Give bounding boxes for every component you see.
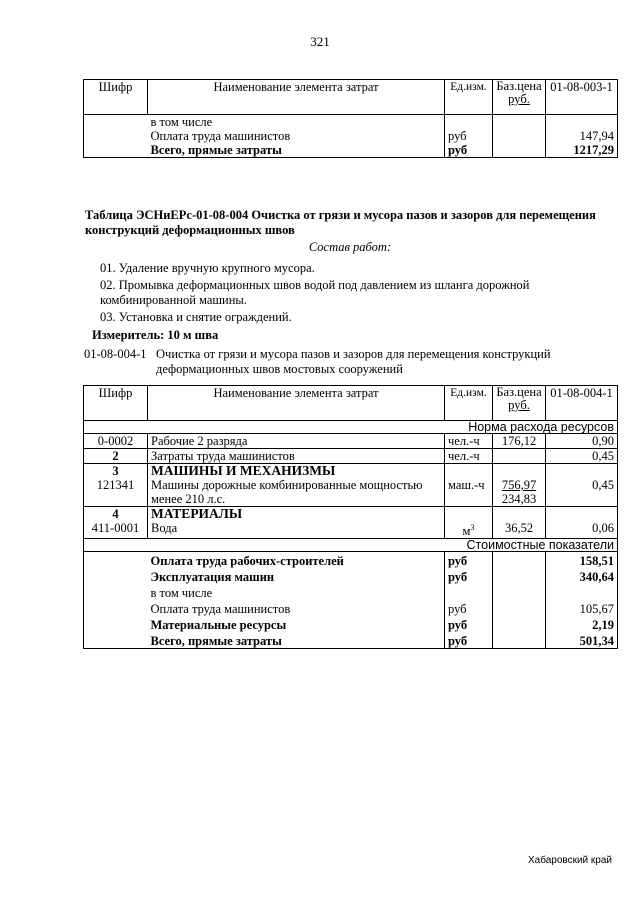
table-row: Всего, прямые затраты руб 1217,29 [84, 143, 618, 158]
work-item: комбинированной машины. [100, 293, 247, 307]
table-row: 121341 Машины дорожные комбинированные мощностью менее 210 л.с. маш.-ч 756,97 234,83 0,45 [84, 478, 618, 507]
table-row: Оплата труда машинистов руб 147,94 [84, 129, 618, 143]
section-title-line2: конструкций деформационных швов [85, 223, 295, 237]
page-number: 321 [310, 34, 330, 49]
header-base-price: Баз.цена руб. [493, 80, 546, 115]
table-header-row [84, 386, 618, 421]
table-row: Оплата труда машинистов руб 105,67 [84, 600, 618, 616]
composition-title: Состав работ: [308, 240, 392, 254]
resource-norm-label-row: Норма расхода ресурсов [84, 421, 618, 434]
table-row: 2 Затраты труда машинистов чел.-ч 0,45 [84, 449, 618, 464]
table-row: в том числе [84, 584, 618, 600]
header-norm-code: 01-08-003-1 [546, 80, 618, 115]
region-footer: Хабаровский край [527, 855, 612, 866]
cost-label-row: Стоимостные показатели [84, 539, 618, 552]
table-row: 3 МАШИНЫ И МЕХАНИЗМЫ [84, 464, 618, 479]
top-cost-table [83, 79, 618, 158]
header-name: Наименование элемента затрат [148, 80, 445, 115]
header-code: Шифр [84, 386, 148, 421]
header-code: Шифр [84, 80, 148, 115]
header-unit: Ед.изм. [445, 386, 493, 421]
header-base-price: Баз.цена руб. [493, 386, 546, 421]
table-row: 411-0001 Вода $м^3$ 36,52 0,06 [84, 521, 618, 539]
item-desc-line1: Очистка от грязи и мусора пазов и зазоров для перемещения конструкций [156, 347, 551, 361]
table-row: в том числе [84, 115, 618, 130]
item-code: 01-08-004-1 [84, 347, 147, 361]
header-name: Наименование элемента затрат [148, 386, 445, 421]
item-desc-line2: деформационных швов мостовых сооружений [156, 362, 403, 376]
table-header-row [84, 80, 618, 115]
work-item: 01. Удаление вручную крупного мусора. [100, 261, 315, 275]
measure-unit: Измеритель: 10 м шва [92, 328, 219, 342]
work-item: 02. Промывка деформационных швов водой под давлением из шланга дорожной [100, 278, 530, 292]
table-row: Всего, прямые затраты руб 501,34 [84, 632, 618, 649]
table-row: Оплата труда рабочих-строителей руб 158,51 [84, 552, 618, 569]
work-item: 03. Установка и снятие ограждений. [100, 310, 292, 324]
header-unit: Ед.изм. [445, 80, 493, 115]
table-row: 4 МАТЕРИАЛЫ [84, 507, 618, 522]
main-resource-table [83, 385, 618, 649]
section-title-line1: Таблица ЭСНиЕРс-01-08-004 Очистка от грязи и мусора пазов и зазоров для перемещения [85, 208, 596, 222]
header-norm-code: 01-08-004-1 [546, 386, 618, 421]
table-row: 0-0002 Рабочие 2 разряда чел.-ч 176,12 0,90 [84, 434, 618, 449]
table-row: Эксплуатация машин руб 340,64 [84, 568, 618, 584]
table-row: Материальные ресурсы руб 2,19 [84, 616, 618, 632]
